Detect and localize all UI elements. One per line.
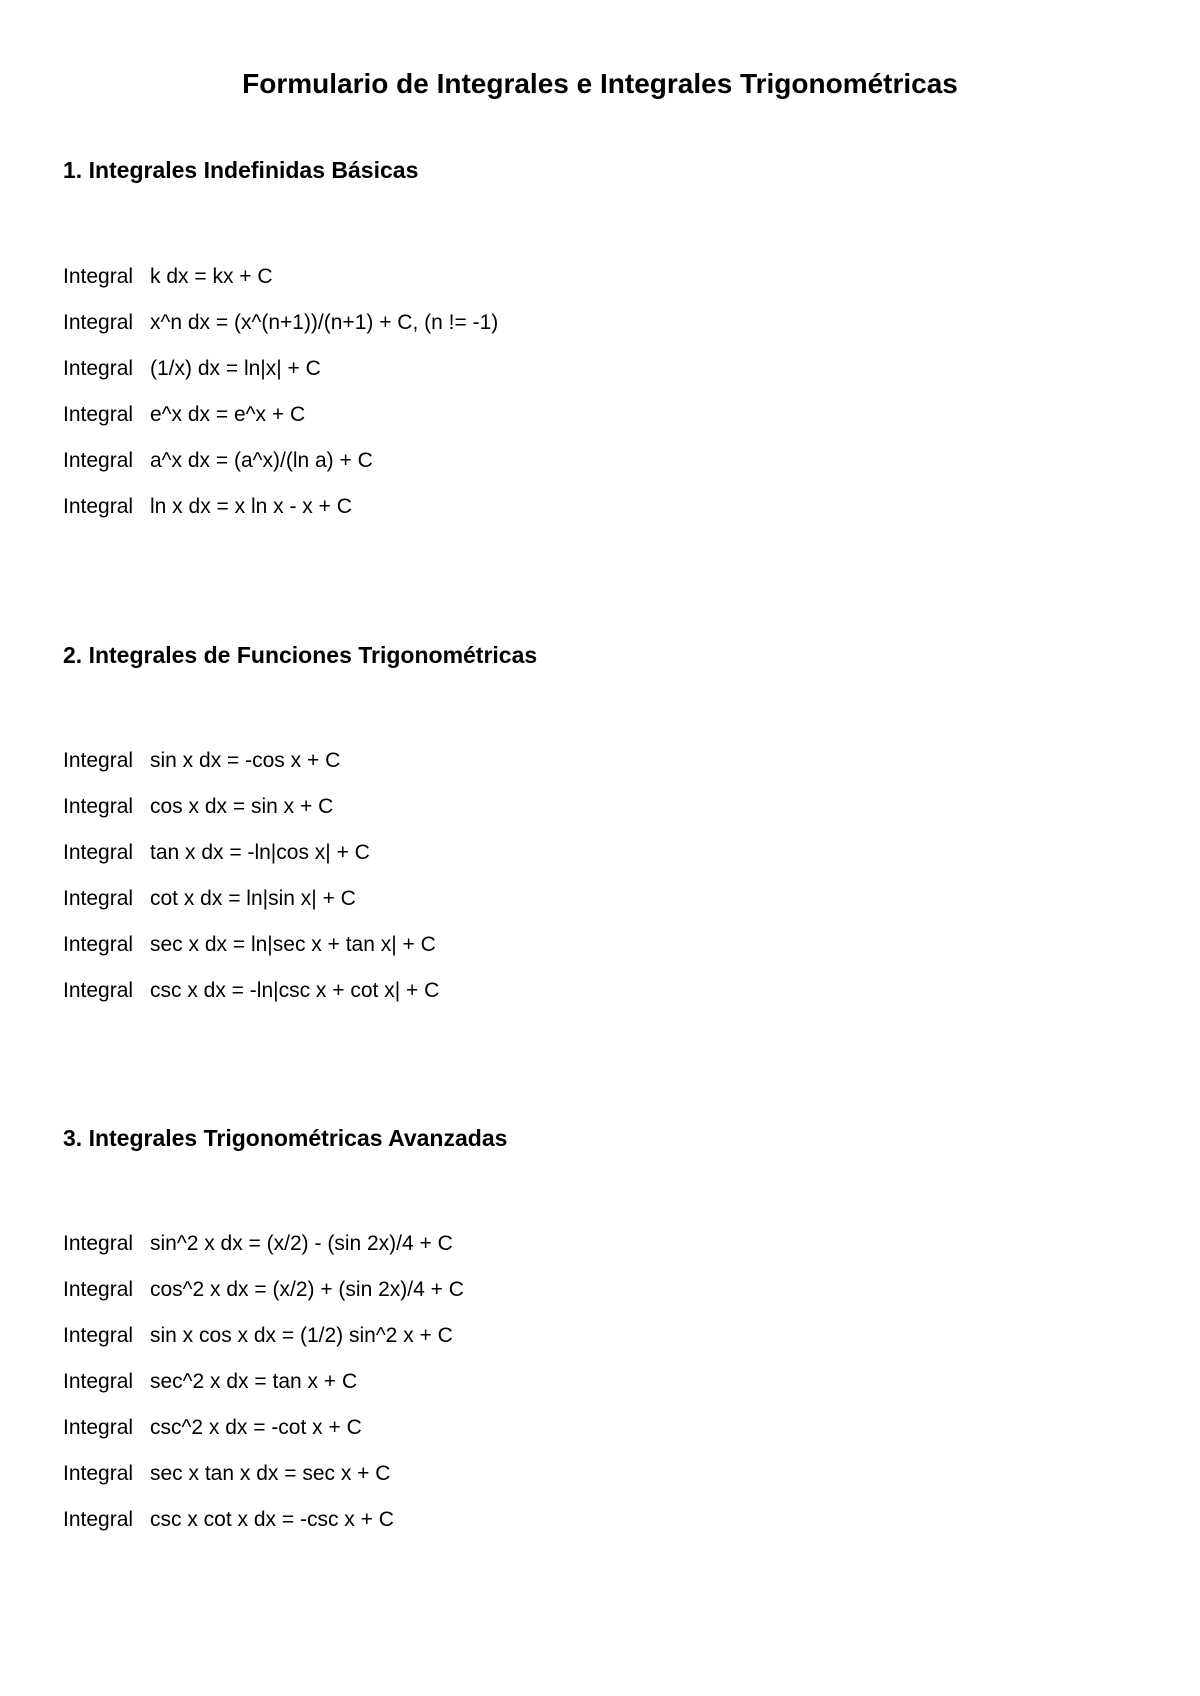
formula-expression: a^x dx = (a^x)/(ln a) + C [150, 449, 373, 472]
formula-item [63, 262, 498, 308]
formula-prefix: Integral [63, 495, 134, 518]
formula-prefix: Integral [63, 1462, 134, 1485]
formula-expression: csc x cot x dx = -csc x + C [150, 1508, 394, 1531]
formula-item [63, 1413, 464, 1459]
formula-prefix: Integral [63, 1232, 134, 1255]
formula-item [63, 976, 439, 1022]
formula-item [63, 492, 498, 538]
section-heading-advanced: 3. Integrales Trigonométricas Avanzadas [63, 1125, 508, 1151]
formula-item [63, 792, 439, 838]
formula-prefix: Integral [63, 887, 134, 910]
formula-prefix: Integral [63, 749, 134, 772]
formula-prefix: Integral [63, 311, 134, 334]
formula-expression: sin x cos x dx = (1/2) sin^2 x + C [150, 1324, 453, 1347]
formula-list-basic [63, 262, 498, 538]
formula-expression: sec x dx = ln|sec x + tan x| + C [150, 933, 436, 956]
formula-expression: x^n dx = (x^(n+1))/(n+1) + C, (n != -1) [150, 311, 499, 334]
formula-item [63, 1459, 464, 1505]
formula-prefix: Integral [63, 1416, 134, 1439]
formula-expression: sin x dx = -cos x + C [150, 749, 341, 772]
formula-item [63, 1321, 464, 1367]
formula-item [63, 746, 439, 792]
formula-prefix: Integral [63, 795, 134, 818]
section-heading-trigonometric: 2. Integrales de Funciones Trigonométricas [63, 642, 538, 668]
formula-expression: sec x tan x dx = sec x + C [150, 1462, 391, 1485]
formula-prefix: Integral [63, 1324, 134, 1347]
formula-prefix: Integral [63, 1508, 134, 1531]
formula-expression: tan x dx = -ln|cos x| + C [150, 841, 370, 864]
formula-item [63, 1367, 464, 1413]
formula-expression: sec^2 x dx = tan x + C [150, 1370, 358, 1393]
formula-item [63, 884, 439, 930]
formula-prefix: Integral [63, 1278, 134, 1301]
formula-expression: e^x dx = e^x + C [150, 403, 306, 426]
formula-expression: k dx = kx + C [150, 265, 273, 288]
formula-prefix: Integral [63, 357, 134, 380]
formula-expression: cos^2 x dx = (x/2) + (sin 2x)/4 + C [150, 1278, 464, 1301]
formula-expression: cot x dx = ln|sin x| + C [150, 887, 356, 910]
formula-prefix: Integral [63, 265, 134, 288]
formula-item [63, 446, 498, 492]
formula-prefix: Integral [63, 841, 134, 864]
formula-expression: csc x dx = -ln|csc x + cot x| + C [150, 979, 440, 1002]
formula-expression: ln x dx = x ln x - x + C [150, 495, 352, 518]
formula-prefix: Integral [63, 979, 134, 1002]
formula-list-advanced [63, 1229, 464, 1551]
formula-item [63, 838, 439, 884]
formula-item [63, 1275, 464, 1321]
formula-item [63, 930, 439, 976]
section-heading-basic: 1. Integrales Indefinidas Básicas [63, 157, 419, 183]
formula-item [63, 1229, 464, 1275]
formula-prefix: Integral [63, 449, 134, 472]
formula-expression: (1/x) dx = ln|x| + C [150, 357, 321, 380]
formula-item [63, 1505, 464, 1551]
formula-prefix: Integral [63, 933, 134, 956]
formula-item [63, 354, 498, 400]
formula-prefix: Integral [63, 403, 134, 426]
formula-list-trigonometric [63, 746, 439, 1022]
formula-item [63, 400, 498, 446]
formula-expression: sin^2 x dx = (x/2) - (sin 2x)/4 + C [150, 1232, 453, 1255]
formula-expression: csc^2 x dx = -cot x + C [150, 1416, 362, 1439]
formula-prefix: Integral [63, 1370, 134, 1393]
formula-item [63, 308, 498, 354]
formula-expression: cos x dx = sin x + C [150, 795, 334, 818]
page-title: Formulario de Integrales e Integrales Trigonométricas [242, 68, 958, 99]
